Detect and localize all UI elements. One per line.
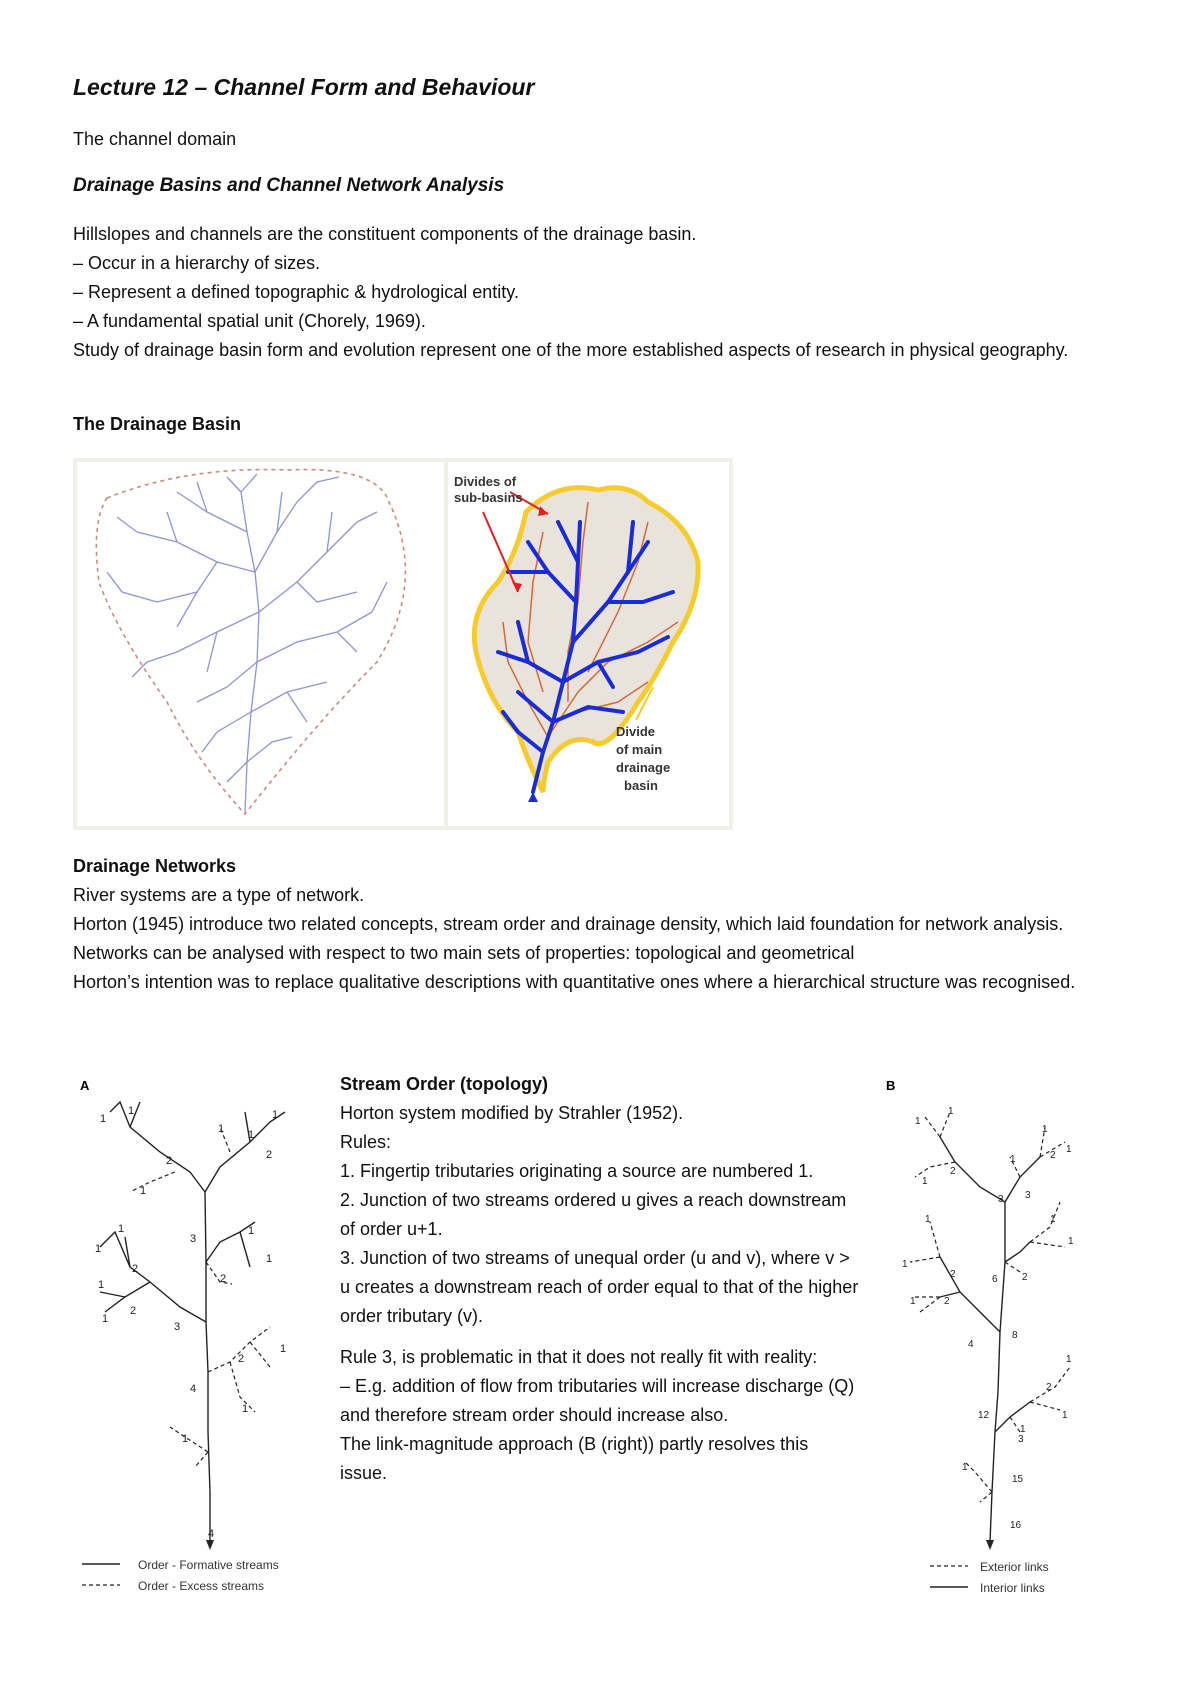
networks-line: Horton’s intention was to replace qualitative descriptions with quantitative ones where a hierarchical structure was recognised. — [73, 972, 1076, 992]
svg-text:1: 1 — [1010, 1154, 1016, 1165]
networks-line: Horton (1945) introduce two related concepts, stream order and drainage density, which laid foundation for network analysis. — [73, 914, 1064, 934]
svg-text:3: 3 — [1025, 1190, 1031, 1201]
svg-text:1: 1 — [280, 1343, 287, 1355]
svg-text:2: 2 — [1050, 1150, 1056, 1161]
svg-text:15: 15 — [1012, 1474, 1024, 1485]
svg-text:1: 1 — [925, 1214, 931, 1225]
svg-text:16: 16 — [1010, 1520, 1022, 1531]
svg-text:8: 8 — [1012, 1330, 1018, 1341]
stream-order-line: The link-magnitude approach (B (right)) partly resolves this issue. — [340, 1434, 809, 1483]
svg-text:3: 3 — [998, 1194, 1004, 1205]
svg-text:1: 1 — [128, 1105, 135, 1117]
svg-text:2: 2 — [944, 1296, 950, 1307]
figure-a-strahler — [70, 1072, 320, 1592]
svg-text:6: 6 — [992, 1274, 998, 1285]
svg-text:1: 1 — [118, 1223, 125, 1235]
page-title: Lecture 12 – Channel Form and Behaviour — [73, 74, 535, 100]
label-main-divide-2: of main — [616, 742, 663, 757]
svg-text:1: 1 — [266, 1253, 273, 1265]
svg-text:1: 1 — [902, 1259, 908, 1270]
svg-text:1: 1 — [242, 1403, 249, 1415]
intro-line: Study of drainage basin form and evolution represent one of the more established aspects of research in physical geography. — [73, 340, 1069, 360]
networks-heading: Drainage Networks — [73, 856, 237, 876]
svg-text:2: 2 — [950, 1166, 956, 1177]
label-main-divide-3: drainage — [616, 760, 671, 775]
svg-text:1: 1 — [218, 1123, 225, 1135]
label-divides-subbasins-1: Divides of — [454, 474, 517, 489]
basin-panel-left — [77, 462, 444, 826]
svg-text:3: 3 — [174, 1321, 181, 1333]
networks-section — [73, 852, 1133, 997]
stream-order-heading: Stream Order (topology) — [340, 1074, 549, 1094]
strahler-order-diagram — [70, 1072, 320, 1592]
svg-text:2: 2 — [130, 1305, 137, 1317]
svg-text:2: 2 — [1046, 1382, 1052, 1393]
svg-text:1: 1 — [98, 1279, 105, 1291]
stream-order-line: Rule 3, is problematic in that it does not really fit with reality: — [340, 1347, 818, 1367]
basin-heading: The Drainage Basin — [73, 414, 242, 434]
svg-text:1: 1 — [102, 1313, 109, 1325]
svg-text:2: 2 — [1022, 1272, 1028, 1283]
svg-text:1: 1 — [915, 1116, 921, 1127]
stream-order-line: – E.g. addition of flow from tributaries will increase discharge (Q) and therefore stream order should increase also. — [340, 1376, 855, 1425]
subtitle: The channel domain — [73, 129, 237, 149]
svg-text:2: 2 — [238, 1353, 245, 1365]
dendritic-network-diagram — [77, 462, 444, 826]
intro-line: – A fundamental spatial unit (Chorely, 1969). — [73, 311, 426, 331]
svg-text:2: 2 — [166, 1155, 173, 1167]
networks-line: River systems are a type of network. — [73, 885, 365, 905]
figure-b-label: B — [886, 1078, 896, 1093]
svg-text:2: 2 — [132, 1263, 139, 1275]
svg-text:1: 1 — [182, 1433, 189, 1445]
svg-text:1: 1 — [922, 1176, 928, 1187]
svg-text:2: 2 — [220, 1273, 227, 1285]
intro-line: Hillslopes and channels are the constituent components of the drainage basin. — [73, 224, 697, 244]
svg-text:1: 1 — [140, 1185, 147, 1197]
svg-text:1: 1 — [1066, 1354, 1072, 1365]
svg-text:1: 1 — [1066, 1144, 1072, 1155]
drainage-basin-figure — [73, 458, 733, 830]
legend-interior: Interior links — [980, 1581, 1045, 1592]
svg-text:1: 1 — [948, 1106, 954, 1117]
svg-text:3: 3 — [190, 1233, 197, 1245]
svg-text:4: 4 — [208, 1528, 215, 1540]
legend-exterior: Exterior links — [980, 1560, 1049, 1574]
svg-text:4: 4 — [968, 1339, 974, 1350]
label-divides-subbasins-2: sub-basins — [454, 490, 523, 505]
sub-basin-diagram — [448, 462, 729, 826]
svg-text:12: 12 — [978, 1410, 990, 1421]
svg-text:2: 2 — [266, 1149, 273, 1161]
legend-formative: Order - Formative streams — [138, 1558, 279, 1572]
intro-line: – Occur in a hierarchy of sizes. — [73, 253, 321, 273]
legend-excess: Order - Excess streams — [138, 1579, 265, 1592]
svg-text:1: 1 — [1050, 1214, 1056, 1225]
stream-order-line: Rules: — [340, 1132, 392, 1152]
svg-text:1: 1 — [95, 1243, 102, 1255]
stream-order-section — [340, 1070, 860, 1488]
svg-text:1: 1 — [248, 1129, 255, 1141]
svg-text:1: 1 — [910, 1296, 916, 1307]
svg-text:1: 1 — [1062, 1410, 1068, 1421]
stream-order-line: 3. Junction of two streams of unequal order (u and v), where v > u creates a downstream reach of order equal to that of the higher order tributary (v). — [340, 1248, 859, 1326]
svg-text:1: 1 — [272, 1109, 279, 1121]
figure-a-label: A — [80, 1078, 90, 1093]
intro-paragraph — [73, 220, 1133, 365]
section-heading: Drainage Basins and Channel Network Analysis — [73, 175, 505, 196]
figure-b-link-magnitude — [870, 1072, 1110, 1592]
intro-line: – Represent a defined topographic & hydrological entity. — [73, 282, 519, 302]
label-main-divide-1: Divide — [616, 724, 656, 739]
svg-text:1: 1 — [1042, 1124, 1048, 1135]
svg-text:3: 3 — [1018, 1434, 1024, 1445]
svg-text:1: 1 — [1020, 1424, 1026, 1435]
svg-text:1: 1 — [248, 1225, 255, 1237]
link-magnitude-diagram — [870, 1072, 1110, 1592]
stream-order-line: Horton system modified by Strahler (1952). — [340, 1103, 684, 1123]
label-main-divide-4: basin — [624, 778, 658, 793]
svg-text:4: 4 — [190, 1383, 197, 1395]
svg-text:1: 1 — [962, 1462, 968, 1473]
svg-text:2: 2 — [950, 1269, 956, 1280]
networks-line: Networks can be analysed with respect to two main sets of properties: topological and geometrical — [73, 943, 855, 963]
stream-order-line: 2. Junction of two streams ordered u gives a reach downstream of order u+1. — [340, 1190, 847, 1239]
svg-text:1: 1 — [100, 1113, 107, 1125]
stream-order-line: 1. Fingertip tributaries originating a source are numbered 1. — [340, 1161, 814, 1181]
basin-panel-right — [448, 462, 729, 826]
svg-text:1: 1 — [1068, 1236, 1074, 1247]
